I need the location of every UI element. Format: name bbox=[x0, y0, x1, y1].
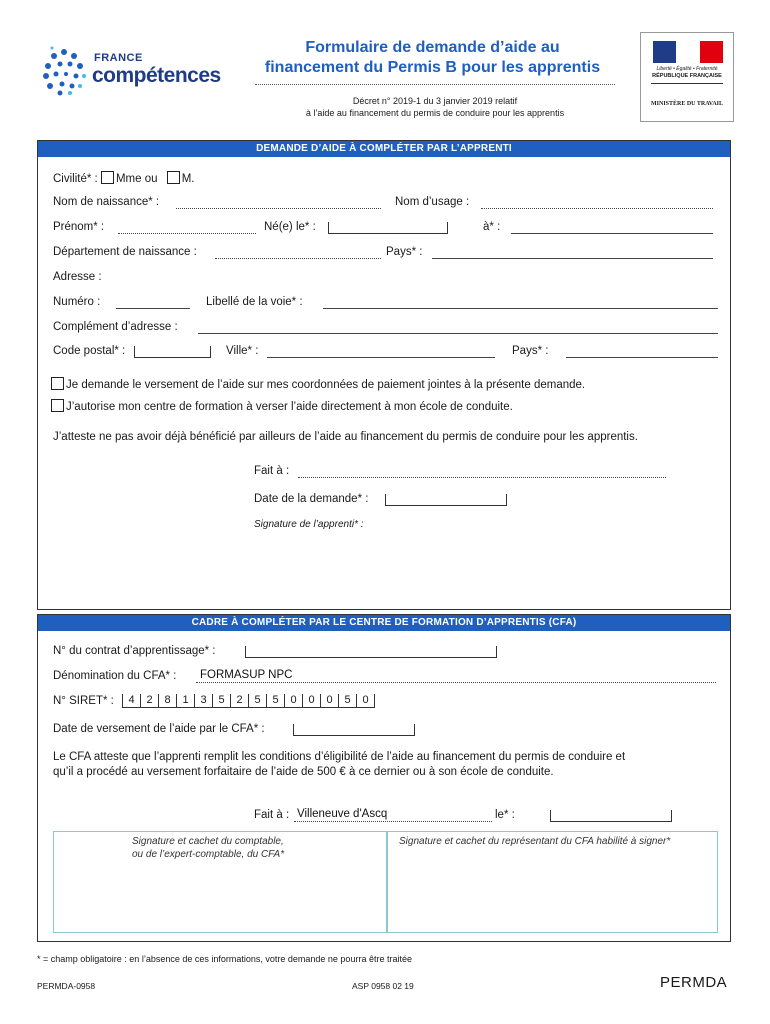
adresse-label: Adresse : bbox=[53, 271, 102, 283]
dots-logo-icon bbox=[40, 46, 88, 96]
cfa-section bbox=[37, 614, 731, 942]
siret-digit: 0 bbox=[321, 694, 339, 707]
ministry-divider bbox=[651, 83, 723, 84]
sig-comptable-line1: Signature et cachet du comptable, bbox=[132, 836, 284, 847]
fait-a-label: Fait à : bbox=[254, 465, 290, 477]
mme-checkbox[interactable] bbox=[101, 171, 114, 184]
complement-field[interactable] bbox=[198, 321, 718, 334]
cfa-fait-a-field[interactable] bbox=[294, 809, 492, 822]
siret-digit: 8 bbox=[159, 694, 177, 707]
lieu-label: à* : bbox=[483, 221, 501, 233]
republic-motto: Liberté • Égalité • Fraternité bbox=[656, 66, 718, 72]
m-checkbox[interactable] bbox=[167, 171, 180, 184]
cfa-fait-a-value: Villeneuve d'Ascq bbox=[297, 808, 388, 820]
ne-le-label: Né(e) le* : bbox=[264, 221, 316, 233]
cfa-section-heading: CADRE À COMPLÉTER PAR LE CENTRE DE FORMATION D’APPRENTIS (CFA) bbox=[38, 615, 730, 631]
brand-line1: FRANCE bbox=[94, 52, 143, 64]
siret-digit: 5 bbox=[213, 694, 231, 707]
numero-field[interactable] bbox=[116, 296, 190, 309]
date-versement-label: Date de versement de l’aide par le CFA* : bbox=[53, 723, 265, 735]
nom-naissance-field[interactable] bbox=[176, 196, 381, 209]
ville-label: Ville* : bbox=[226, 345, 259, 357]
autorisation-option bbox=[51, 399, 513, 413]
pays-naissance-label: Pays* : bbox=[386, 246, 423, 258]
code-postal-label: Code postal* : bbox=[53, 345, 126, 357]
denomination-value: FORMASUP NPC bbox=[200, 669, 293, 681]
complement-label: Complément d’adresse : bbox=[53, 321, 178, 333]
pays-field[interactable] bbox=[566, 345, 718, 358]
autorisation-checkbox[interactable] bbox=[51, 399, 64, 412]
versement-label: Je demande le versement de l’aide sur mes coordonnées de paiement jointes à la présente demande. bbox=[66, 379, 586, 391]
departement-field[interactable] bbox=[215, 246, 381, 259]
nom-naissance-label: Nom de naissance* : bbox=[53, 196, 160, 208]
civilite-label: Civilité* : bbox=[53, 173, 98, 185]
m-label: M. bbox=[181, 173, 195, 185]
ministry-logo bbox=[640, 32, 734, 122]
signature-representant-box[interactable] bbox=[386, 831, 718, 933]
siret-digit: 5 bbox=[267, 694, 285, 707]
sig-representant-label: Signature et cachet du représentant du CFA habilité à signer* bbox=[399, 836, 671, 847]
contrat-label: N° du contrat d’apprentissage* : bbox=[53, 645, 216, 657]
signature-apprenti-label: Signature de l’apprenti* : bbox=[254, 519, 364, 530]
siret-digit: 2 bbox=[231, 694, 249, 707]
brand-line2: compétences bbox=[92, 64, 221, 87]
decree-reference bbox=[250, 95, 620, 119]
siret-digit: 5 bbox=[249, 694, 267, 707]
siret-digit: 0 bbox=[303, 694, 321, 707]
siret-digit: 1 bbox=[177, 694, 195, 707]
cfa-le-label: le* : bbox=[495, 809, 515, 821]
civilite-row bbox=[53, 171, 194, 185]
apprenti-section bbox=[37, 140, 731, 610]
decree-line2: à l’aide au financement du permis de conduire pour les apprentis bbox=[305, 108, 565, 118]
pays-label: Pays* : bbox=[512, 345, 549, 357]
versement-checkbox[interactable] bbox=[51, 377, 64, 390]
footer-note: * = champ obligatoire : en l’absence de ces informations, votre demande ne pourra être traitée bbox=[37, 954, 412, 964]
prenom-label: Prénom* : bbox=[53, 221, 105, 233]
title-line1: Formulaire de demande d’aide au bbox=[305, 39, 560, 56]
cfa-date-field[interactable] bbox=[550, 810, 672, 822]
marianne-flag-icon bbox=[653, 41, 723, 63]
nom-usage-label: Nom d’usage : bbox=[395, 196, 470, 208]
decree-line1: Décret n° 2019-1 du 3 janvier 2019 relatif bbox=[352, 96, 518, 106]
departement-label: Département de naissance : bbox=[53, 246, 197, 258]
denomination-label: Dénomination du CFA* : bbox=[53, 670, 177, 682]
fait-a-field[interactable] bbox=[298, 465, 666, 478]
lieu-field[interactable] bbox=[511, 221, 713, 234]
code-postal-field[interactable] bbox=[134, 346, 211, 358]
cfa-attest-line2: qu’il a procédé au versement forfaitaire de l’aide de 500 € à ce dernier ou à son école de conduite. bbox=[53, 766, 554, 778]
denomination-field[interactable] bbox=[196, 670, 716, 683]
mme-label: Mme ou bbox=[115, 173, 158, 185]
siret-digit: 3 bbox=[195, 694, 213, 707]
libelle-label: Libellé de la voie* : bbox=[206, 296, 303, 308]
ville-field[interactable] bbox=[267, 345, 495, 358]
autorisation-label: J’autorise mon centre de formation à verser l’aide directement à mon école de conduite. bbox=[66, 401, 513, 413]
republic-name: RÉPUBLIQUE FRANÇAISE bbox=[652, 73, 722, 79]
prenom-field[interactable] bbox=[118, 221, 256, 234]
title-divider bbox=[255, 84, 615, 85]
siret-digit: 2 bbox=[141, 694, 159, 707]
contrat-field[interactable] bbox=[245, 646, 497, 658]
siret-field[interactable] bbox=[122, 694, 375, 708]
apprenti-section-heading: DEMANDE D’AIDE À COMPLÉTER PAR L’APPRENTI bbox=[38, 141, 730, 157]
footer-code-right: PERMDA bbox=[660, 974, 728, 991]
ministry-name: MINISTÈRE DU TRAVAIL bbox=[650, 101, 724, 107]
attestation-text: J’atteste ne pas avoir déjà bénéficié par ailleurs de l’aide au financement du permis de conduire pour les apprentis. bbox=[53, 431, 638, 443]
siret-digit: 5 bbox=[339, 694, 357, 707]
siret-digit: 0 bbox=[362, 694, 369, 706]
cfa-fait-a-label: Fait à : bbox=[254, 809, 290, 821]
date-demande-label: Date de la demande* : bbox=[254, 493, 369, 505]
numero-label: Numéro : bbox=[53, 296, 101, 308]
title-line2: financement du Permis B pour les apprentis bbox=[264, 59, 601, 76]
france-competences-logo bbox=[40, 46, 230, 96]
siret-digit: 4 bbox=[123, 694, 141, 707]
siret-digit: 0 bbox=[285, 694, 303, 707]
siret-label: N° SIRET* : bbox=[53, 695, 114, 707]
footer-code-center: ASP 0958 02 19 bbox=[352, 981, 414, 991]
date-versement-field[interactable] bbox=[293, 724, 415, 736]
sig-comptable-line2: ou de l’expert-comptable, du CFA* bbox=[132, 849, 285, 860]
footer-code-left: PERMDA-0958 bbox=[37, 981, 96, 991]
date-demande-field[interactable] bbox=[385, 494, 507, 506]
versement-option bbox=[51, 377, 585, 391]
signature-apprenti-area[interactable] bbox=[254, 533, 714, 603]
form-title bbox=[250, 38, 615, 78]
libelle-field[interactable] bbox=[323, 296, 718, 309]
nom-usage-field[interactable] bbox=[481, 196, 713, 209]
cfa-attest-line1: Le CFA atteste que l’apprenti remplit les conditions d’éligibilité de l’aide au financement du permis de conduire et bbox=[53, 751, 626, 763]
pays-naissance-field[interactable] bbox=[432, 246, 713, 259]
birthdate-field[interactable] bbox=[328, 222, 448, 234]
signature-comptable-box[interactable] bbox=[53, 831, 388, 933]
